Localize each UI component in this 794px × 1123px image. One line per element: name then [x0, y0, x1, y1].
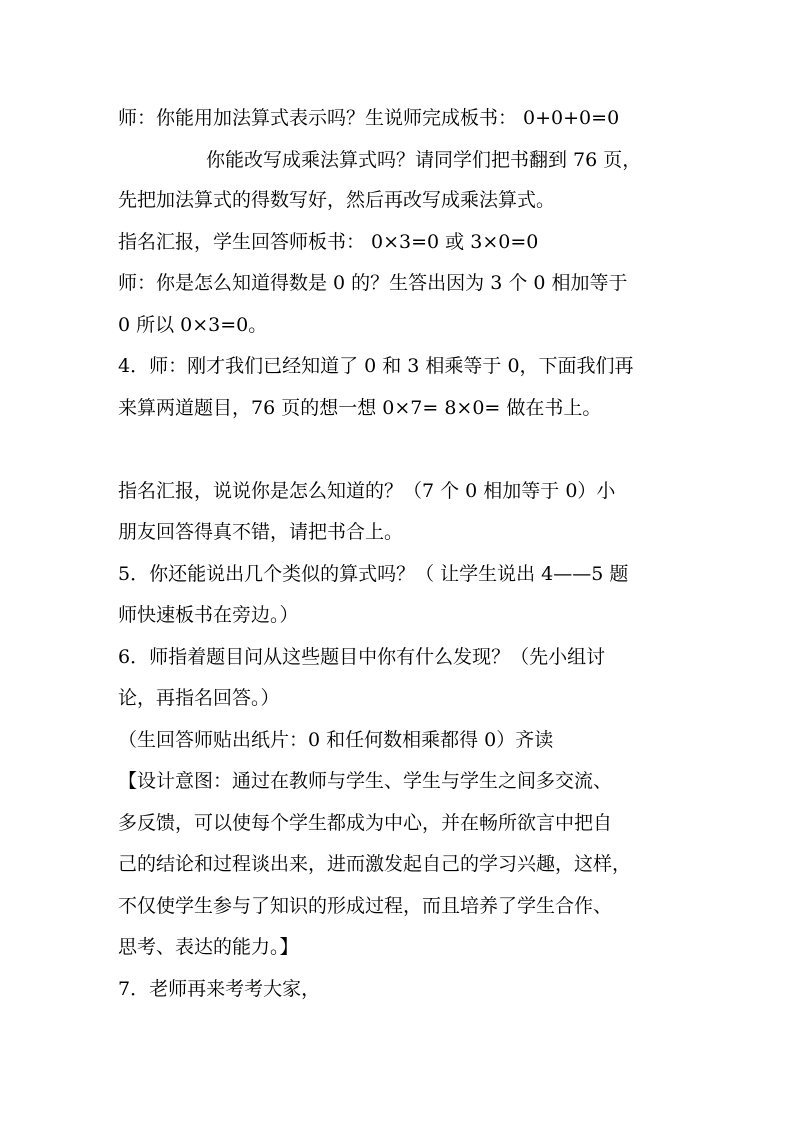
text-line: 师快速板书在旁边。） [118, 604, 299, 626]
text-line: 6．师指着题目问从这些题目中你有什么发现？（先小组讨 [118, 646, 606, 668]
text-line: 0 所以 0×3=0。 [118, 314, 268, 336]
text-line: 4．师：刚才我们已经知道了 0 和 3 相乘等于 0，下面我们再 [118, 355, 634, 377]
text-line: 来算两道题目，76 页的想一想 0×7= 8×0= 做在书上。 [118, 397, 602, 419]
text-line: 【设计意图：通过在教师与学生、学生与学生之间多交流、 [118, 770, 613, 792]
text-line: 多反馈，可以使每个学生都成为中心，并在畅所欲言中把自 [118, 812, 613, 834]
text-line: 不仅使学生参与了知识的形成过程，而且培养了学生合作、 [118, 895, 613, 917]
text-line: 指名汇报，说说你是怎么知道的？（7 个 0 相加等于 0）小 [118, 480, 616, 502]
text-line: 己的结论和过程谈出来，进而激发起自己的学习兴趣，这样， [118, 853, 632, 875]
text-line: 先把加法算式的得数写好，然后再改写成乘法算式。 [118, 189, 556, 211]
text-line: （生回答师贴出纸片：0 和任何数相乘都得 0）齐读 [118, 729, 554, 751]
text-line: 5．你还能说出几个类似的算式吗？（ 让学生说出 4——5 题 [118, 563, 629, 585]
text-line: 论，再指名回答。） [118, 687, 280, 709]
text-line: 思考、表达的能力。】 [118, 936, 299, 958]
text-line: 朋友回答得真不错，请把书合上。 [118, 521, 404, 543]
text-line: 指名汇报，学生回答师板书： 0×3=0 或 3×0=0 [118, 231, 539, 253]
text-line: 师：你是怎么知道得数是 0 的？生答出因为 3 个 0 相加等于 [118, 272, 628, 294]
text-line: 你能改写成乘法算式吗？请同学们把书翻到 76 页， [206, 149, 642, 171]
text-line: 师：你能用加法算式表示吗？生说师完成板书： 0+0+0=0 [118, 107, 620, 129]
text-line: 7．老师再来考考大家， [118, 978, 321, 1000]
